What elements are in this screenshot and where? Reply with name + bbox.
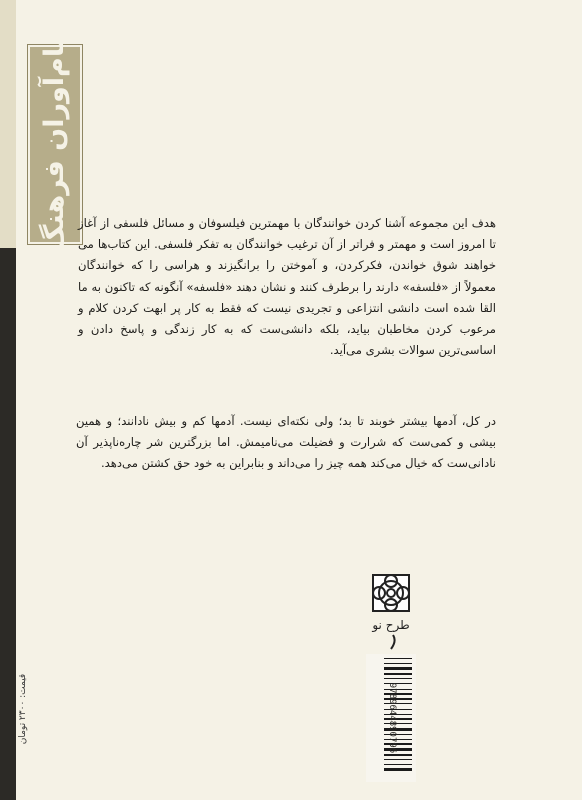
blurb-paragraph-2: در کل، آدمها بیشتر خوبند تا بد؛ ولی نکته‌ای نیست. آدمها کم و بیش نادانند؛ و همین بیشی و کمی‌ست که شرارت و فضیلت می‌نامیمش. اما بزرگترین شر چاره‌ناپذیر آن نادانی‌ست که خیال می‌کند همه چیز را می‌داند و بنابراین به خود حق کشتن می‌دهد. bbox=[76, 414, 496, 471]
price-label: قیمت: ۲۳۰۰ تومان bbox=[18, 673, 28, 745]
barcode bbox=[366, 654, 416, 794]
spine-dark-strip bbox=[0, 248, 16, 800]
publisher-logo-icon bbox=[371, 573, 411, 657]
blurb-paragraph-1: هدف این مجموعه آشنا کردن خوانندگان با مهمترین فیلسوفان و مسائل فلسفی از آغاز تا امروز است و مهمتر و فراتر از آن ترغیب خوانندگان به تفکر فلسفی. این کتاب‌ها می خواهند شوق خواندن، فکرکردن، و آموختن را برانگیزند و هراسی را که خوانندگان معمولاً از «فلسفه» دارند را برطرف کنند و نشان دهند «فلسفه» آنگونه که تاکنون به ما القا شده است دانشی انتزاعی و تجریدی نیست که فقط به کار پر ابهت کردن کلام و مرعوب کردن مخاطبان بیاید، بلکه دانشی‌ست که به کار زندگی و پاسخ دادن و اساسی‌ترین سوالات بشری می‌آید. bbox=[78, 216, 496, 358]
spine-edge bbox=[0, 0, 16, 800]
series-logo-text: نام‌آوران فرهنگ bbox=[39, 36, 71, 253]
publisher-name: طرح نو bbox=[372, 618, 410, 632]
series-logo bbox=[28, 36, 82, 253]
barcode-digits: 9789644890796 bbox=[387, 682, 397, 754]
